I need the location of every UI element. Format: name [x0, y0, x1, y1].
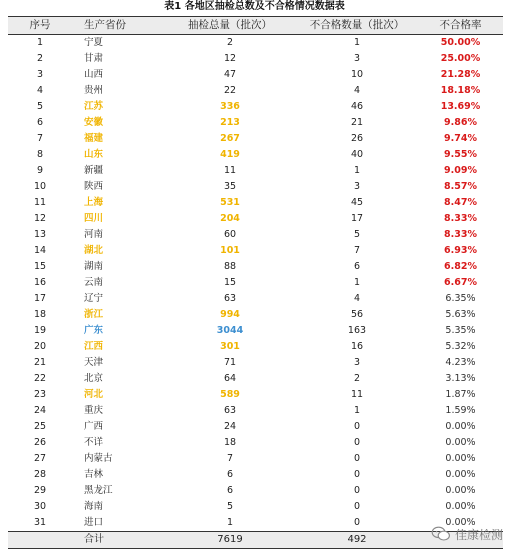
cell-rate: 1.59%	[445, 405, 476, 416]
table-row	[8, 259, 503, 275]
cell-total: 63	[223, 293, 237, 304]
cell-total: 419	[220, 149, 240, 160]
cell-index: 24	[33, 405, 47, 416]
table-row	[8, 99, 503, 115]
cell-province: 陕西	[84, 181, 104, 192]
cell-total: 267	[220, 133, 240, 144]
cell-province: 浙江	[84, 309, 104, 320]
table-row	[8, 483, 503, 499]
table-row	[8, 499, 503, 515]
cell-total: 7	[226, 453, 234, 464]
cell-rate: 8.57%	[444, 181, 477, 192]
cell-failed: 4	[353, 85, 361, 96]
cell-rate: 0.00%	[445, 421, 476, 432]
cell-rate: 25.00%	[440, 53, 481, 64]
table-row	[8, 451, 503, 467]
table-row	[8, 243, 503, 259]
cell-province: 进口	[72, 515, 164, 532]
cell-rate: 5.63%	[445, 309, 476, 320]
cell-rate: 9.74%	[444, 133, 477, 144]
cell-total: 994	[220, 309, 240, 320]
cell-index: 5	[36, 101, 44, 112]
cell-province: 安徽	[84, 117, 104, 128]
header-row	[8, 17, 503, 35]
cell-rate: 9.86%	[444, 117, 477, 128]
cell-failed: 1	[353, 405, 361, 416]
table-row	[8, 355, 503, 371]
cell-rate: 8.33%	[444, 229, 477, 240]
table-row	[8, 227, 503, 243]
table-row	[8, 211, 503, 227]
cell-index: 20	[33, 341, 47, 352]
watermark	[431, 524, 503, 544]
cell-rate: 6.35%	[445, 293, 476, 304]
cell-total: 1	[164, 515, 296, 532]
cell-failed: 0	[353, 453, 361, 464]
cell-failed: 3	[353, 357, 361, 368]
cell-failed: 0	[296, 515, 418, 532]
cell-index: 22	[33, 373, 47, 384]
cell-index: 28	[33, 469, 47, 480]
cell-province: 黑龙江	[84, 485, 113, 496]
cell-rate: 6.67%	[444, 277, 477, 288]
cell-total: 204	[220, 213, 240, 224]
table-row	[8, 83, 503, 99]
cell-province: 广西	[84, 421, 104, 432]
cell-rate: 50.00%	[440, 37, 481, 48]
cell-index: 23	[33, 389, 47, 400]
cell-failed: 1	[353, 277, 361, 288]
cell-total: 22	[223, 85, 237, 96]
cell-province: 吉林	[84, 469, 104, 480]
cell-total: 5	[226, 501, 234, 512]
total-label: 合计	[72, 532, 164, 549]
total-failed: 492	[296, 532, 418, 549]
cell-failed: 0	[353, 437, 361, 448]
cell-failed: 46	[350, 101, 364, 112]
cell-index: 21	[33, 357, 47, 368]
cell-total: 11	[223, 165, 237, 176]
cell-index: 19	[33, 325, 47, 336]
cell-failed: 5	[353, 229, 361, 240]
cell-total: 6	[226, 485, 234, 496]
cell-failed: 21	[350, 117, 364, 128]
cell-province: 河南	[84, 229, 104, 240]
table-row	[8, 291, 503, 307]
cell-province: 江西	[84, 341, 104, 352]
cell-failed: 0	[353, 485, 361, 496]
table-row	[8, 371, 503, 387]
cell-index: 31	[8, 515, 72, 532]
cell-province: 云南	[84, 277, 104, 288]
cell-index: 25	[33, 421, 47, 432]
table-row	[8, 387, 503, 403]
table-row	[8, 467, 503, 483]
cell-index: 29	[33, 485, 47, 496]
table-row	[8, 131, 503, 147]
cell-failed: 0	[353, 421, 361, 432]
cell-total: 213	[220, 117, 240, 128]
cell-index: 18	[33, 309, 47, 320]
cell-rate: 0.00%	[445, 469, 476, 480]
table-row	[8, 115, 503, 131]
table-row	[8, 147, 503, 163]
cell-index: 17	[33, 293, 47, 304]
header-province: 生产省份	[72, 17, 164, 35]
cell-failed: 11	[350, 389, 364, 400]
cell-index: 9	[36, 165, 44, 176]
cell-total: 531	[220, 197, 240, 208]
cell-index: 12	[33, 213, 47, 224]
cell-failed: 40	[350, 149, 364, 160]
cell-index: 30	[33, 501, 47, 512]
cell-total: 64	[223, 373, 237, 384]
cell-province: 河北	[84, 389, 104, 400]
cell-rate: 5.32%	[445, 341, 476, 352]
cell-rate: 21.28%	[440, 69, 481, 80]
cell-failed: 3	[353, 181, 361, 192]
cell-failed: 1	[353, 165, 361, 176]
cell-index: 3	[36, 69, 44, 80]
cell-total: 12	[223, 53, 237, 64]
cell-province: 北京	[84, 373, 104, 384]
cell-province: 湖南	[84, 261, 104, 272]
table-row	[8, 339, 503, 355]
table-row	[8, 195, 503, 211]
cell-failed: 1	[353, 37, 361, 48]
cell-rate: 9.09%	[444, 165, 477, 176]
table-row	[8, 419, 503, 435]
cell-index: 14	[33, 245, 47, 256]
table-title: 表1 各地区抽检总数及不合格情况数据表	[164, 1, 345, 12]
table-row	[8, 179, 503, 195]
cell-failed: 16	[350, 341, 364, 352]
cell-total: 18	[223, 437, 237, 448]
cell-total: 60	[223, 229, 237, 240]
cell-province: 贵州	[84, 85, 104, 96]
cell-index: 7	[36, 133, 44, 144]
cell-rate: 6.82%	[444, 261, 477, 272]
cell-rate: 9.55%	[444, 149, 477, 160]
cell-rate: 8.33%	[444, 213, 477, 224]
cell-index: 15	[33, 261, 47, 272]
cell-total: 589	[220, 389, 240, 400]
cell-province: 山西	[84, 69, 104, 80]
cell-province: 广东	[84, 325, 104, 336]
cell-rate: 13.69%	[440, 101, 481, 112]
cell-province: 天津	[84, 357, 104, 368]
cell-total: 71	[223, 357, 237, 368]
cell-index: 1	[36, 37, 44, 48]
header-rate: 不合格率	[418, 17, 503, 35]
cell-rate: 0.00%	[445, 437, 476, 448]
header-index: 序号	[8, 17, 72, 35]
cell-total: 101	[220, 245, 240, 256]
cell-province: 山东	[84, 149, 104, 160]
cell-province: 宁夏	[84, 37, 104, 48]
cell-total: 336	[220, 101, 240, 112]
cell-index: 27	[33, 453, 47, 464]
cell-total: 88	[223, 261, 237, 272]
cell-province: 辽宁	[84, 293, 104, 304]
cell-rate: 8.47%	[444, 197, 477, 208]
cell-rate: 4.23%	[445, 357, 476, 368]
cell-failed: 163	[347, 325, 367, 336]
cell-rate: 0.00%	[445, 485, 476, 496]
cell-index: 4	[36, 85, 44, 96]
cell-index: 6	[36, 117, 44, 128]
cell-rate: 5.35%	[445, 325, 476, 336]
cell-total: 24	[223, 421, 237, 432]
cell-province: 重庆	[84, 405, 104, 416]
cell-total: 2	[226, 37, 234, 48]
cell-total: 3044	[216, 325, 244, 336]
cell-failed: 10	[350, 69, 364, 80]
cell-index: 26	[33, 437, 47, 448]
cell-index: 11	[33, 197, 47, 208]
table-row	[8, 323, 503, 339]
total-row	[8, 532, 503, 549]
inspection-data-table	[8, 16, 503, 549]
cell-total: 35	[223, 181, 237, 192]
header-total: 抽检总量（批次）	[164, 17, 296, 35]
table-row	[8, 67, 503, 83]
cell-province: 海南	[84, 501, 104, 512]
cell-failed: 0	[353, 501, 361, 512]
cell-index: 8	[36, 149, 44, 160]
cell-province: 甘肃	[84, 53, 104, 64]
cell-rate: 0.00%	[445, 501, 476, 512]
cell-failed: 17	[350, 213, 364, 224]
total-inspected: 7619	[164, 532, 296, 549]
cell-failed: 0	[353, 469, 361, 480]
table-row	[8, 435, 503, 451]
cell-failed: 45	[350, 197, 364, 208]
cell-failed: 26	[350, 133, 364, 144]
cell-total: 301	[220, 341, 240, 352]
wechat-icon	[431, 526, 451, 542]
cell-index: 2	[36, 53, 44, 64]
table-row	[8, 515, 503, 532]
cell-province: 湖北	[84, 245, 104, 256]
cell-province: 不详	[84, 437, 104, 448]
table-row	[8, 403, 503, 419]
cell-rate: 1.87%	[445, 389, 476, 400]
cell-total: 47	[223, 69, 237, 80]
cell-province: 福建	[84, 133, 104, 144]
watermark-text: 佳康检测	[454, 527, 503, 542]
cell-failed: 3	[353, 53, 361, 64]
cell-failed: 6	[353, 261, 361, 272]
cell-rate: 0.00%	[418, 515, 503, 532]
table-row	[8, 307, 503, 323]
cell-province: 江苏	[84, 101, 104, 112]
cell-total: 15	[223, 277, 237, 288]
cell-index: 13	[33, 229, 47, 240]
cell-index: 16	[33, 277, 47, 288]
table-row	[8, 35, 503, 52]
cell-total: 63	[223, 405, 237, 416]
cell-rate: 18.18%	[440, 85, 481, 96]
cell-failed: 2	[353, 373, 361, 384]
cell-failed: 4	[353, 293, 361, 304]
cell-province: 内蒙古	[84, 453, 113, 464]
cell-province: 四川	[84, 213, 104, 224]
cell-failed: 7	[353, 245, 361, 256]
cell-total: 6	[226, 469, 234, 480]
cell-failed: 56	[350, 309, 364, 320]
cell-index: 10	[33, 181, 47, 192]
table-row	[8, 275, 503, 291]
cell-rate: 6.93%	[444, 245, 477, 256]
table-row	[8, 163, 503, 179]
cell-rate: 3.13%	[445, 373, 476, 384]
cell-rate: 0.00%	[445, 453, 476, 464]
table-row	[8, 51, 503, 67]
cell-province: 上海	[84, 197, 104, 208]
cell-province: 新疆	[84, 165, 104, 176]
header-failed: 不合格数量（批次）	[296, 17, 418, 35]
